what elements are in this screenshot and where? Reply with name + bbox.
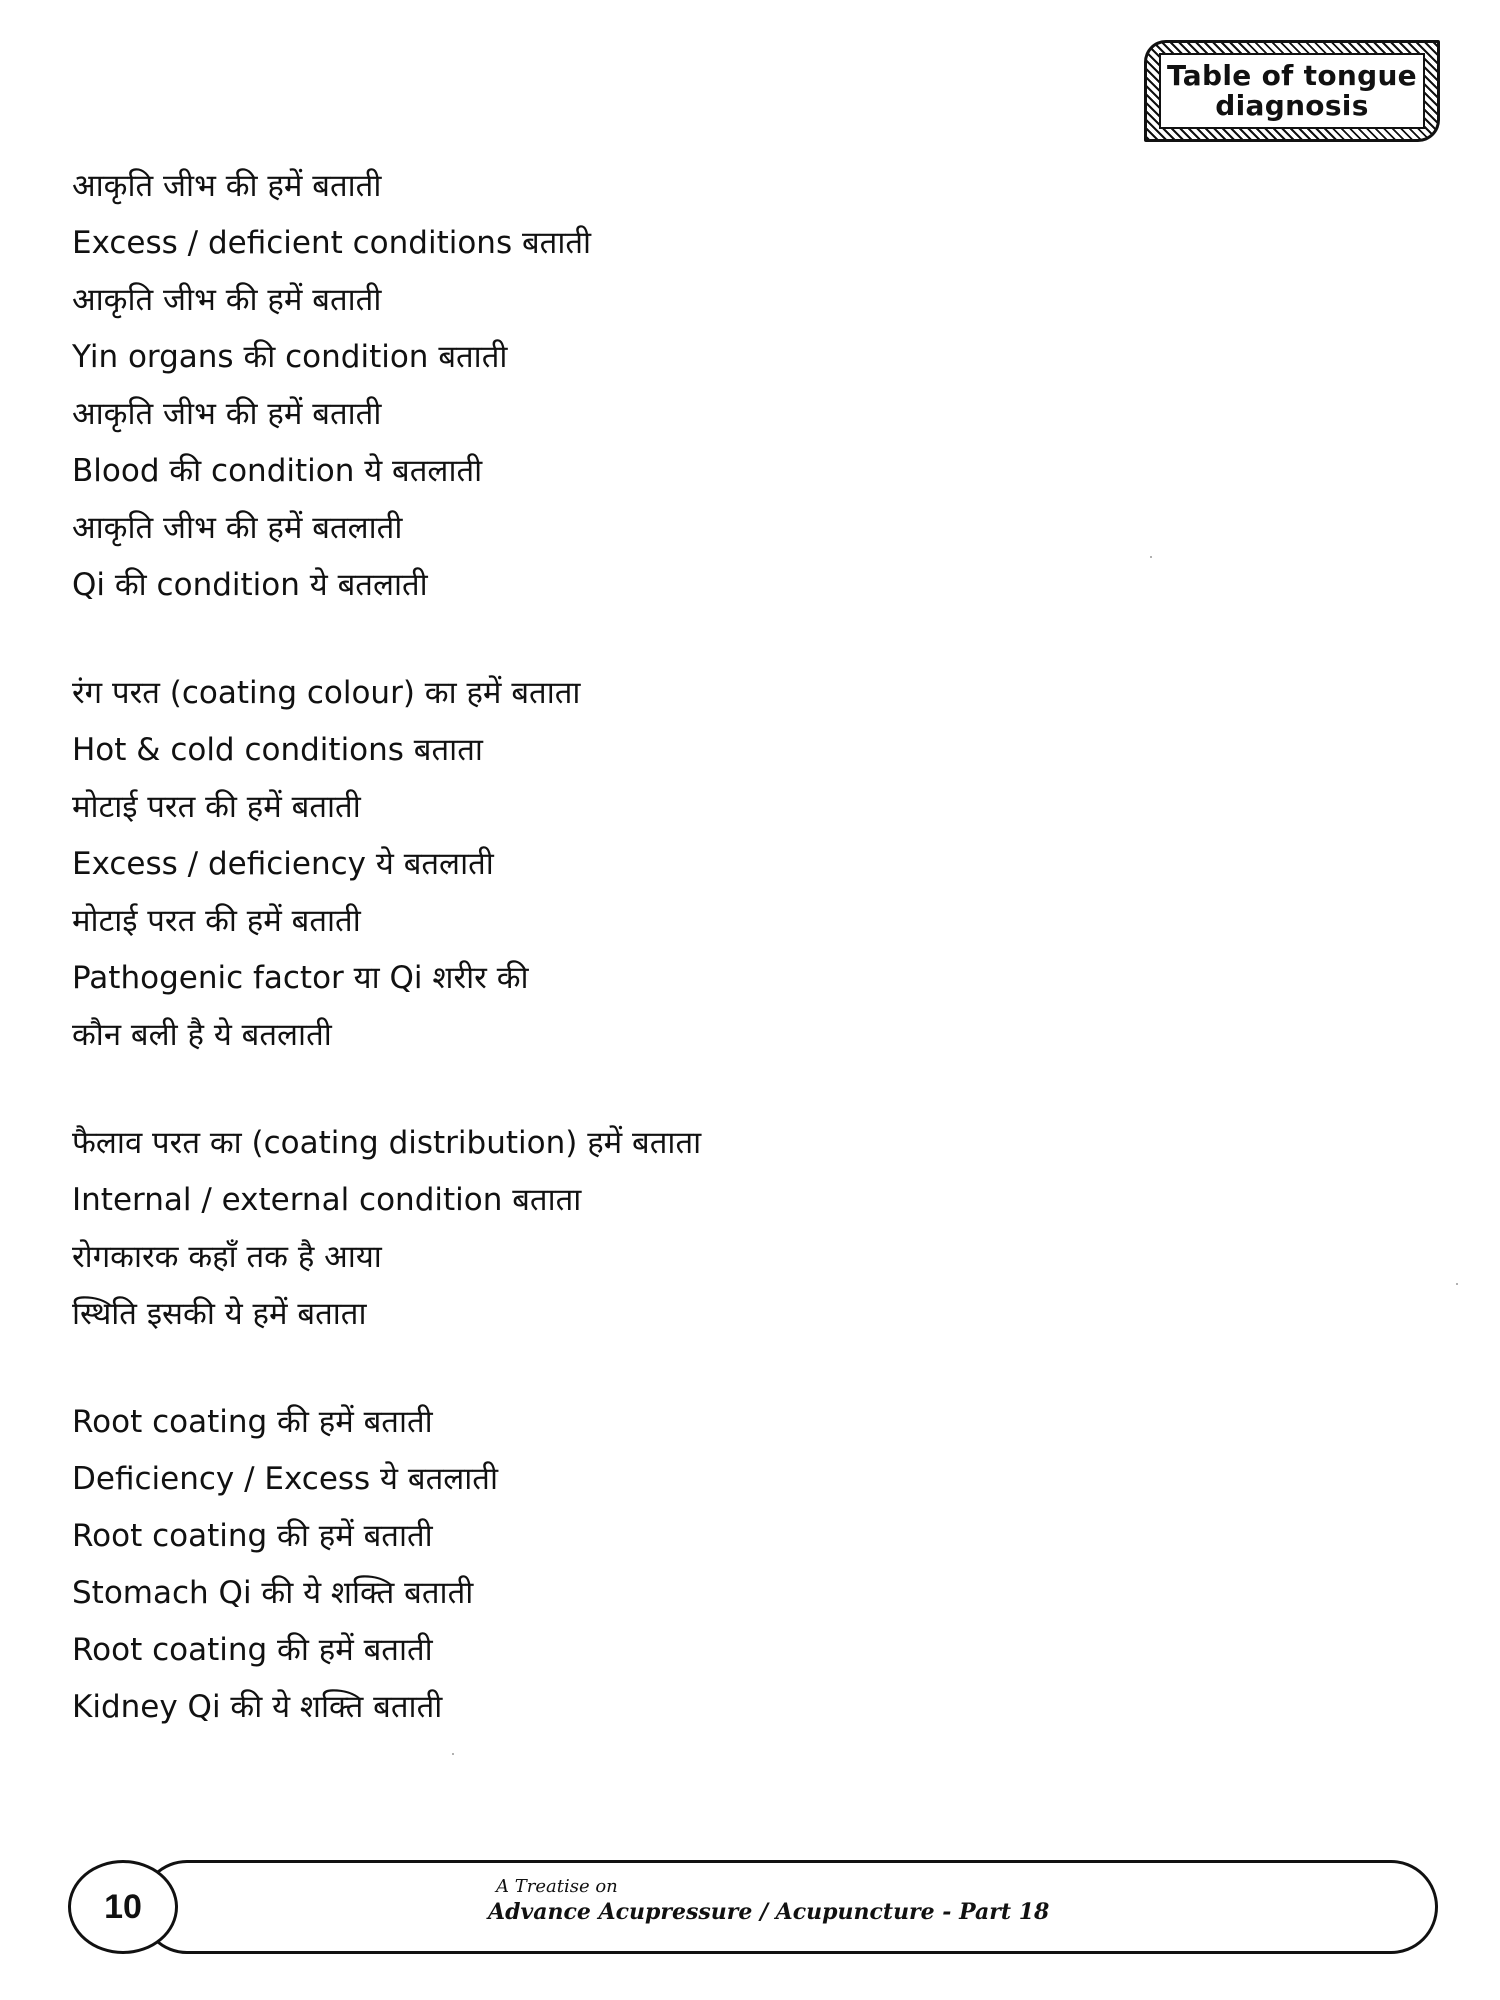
- poem-line: मोटाई परत की हमें बताती: [72, 903, 361, 939]
- poem-line: Excess / deficient conditions बताती: [72, 225, 592, 261]
- book-title: [488, 1876, 1049, 1926]
- stanza-tongue-shape: [72, 158, 1372, 614]
- scan-speck: [1456, 1283, 1458, 1285]
- book-title-prefix: A Treatise on: [496, 1876, 618, 1897]
- section-title-box: [1144, 40, 1440, 142]
- poem-line: आकृति जीभ की हमें बताती: [72, 168, 382, 204]
- poem-line: Hot & cold conditions बताता: [72, 732, 483, 768]
- poem-line: Pathogenic factor या Qi शरीर की: [72, 960, 529, 996]
- poem-line: मोटाई परत की हमें बताती: [72, 789, 361, 825]
- poem-line: Deficiency / Excess ये बतलाती: [72, 1461, 498, 1497]
- stanza-coating-colour: [72, 665, 1372, 1064]
- section-title-line-1: Table of tongue: [1167, 59, 1417, 92]
- poem-line: Kidney Qi की ये शक्ति बताती: [72, 1689, 443, 1725]
- poem-line: आकृति जीभ की हमें बताती: [72, 282, 382, 318]
- poem-line: रोगकारक कहाँ तक है आया: [72, 1239, 382, 1275]
- book-title-main: Advance Acupressure / Acupuncture - Part 18: [488, 1899, 1050, 1925]
- poem-line: Root coating की हमें बताती: [72, 1404, 433, 1440]
- poem-line: फैलाव परत का (coating distribution) हमें बताता: [72, 1125, 702, 1161]
- poem-line: Excess / deficiency ये बतलाती: [72, 846, 494, 882]
- poem-line: Internal / external condition बताता: [72, 1182, 582, 1218]
- scan-speck: [452, 1753, 454, 1755]
- stanza-coating-distribution: [72, 1115, 1372, 1343]
- poem-line: Blood की condition ये बतलाती: [72, 453, 483, 489]
- page-footer: [68, 1860, 1440, 1960]
- poem-line: Yin organs की condition बताती: [72, 339, 508, 375]
- poem-line: स्थिति इसकी ये हमें बताता: [72, 1296, 367, 1332]
- poem-line: कौन बली है ये बतलाती: [72, 1017, 332, 1053]
- poem-line: आकृति जीभ की हमें बताती: [72, 396, 382, 432]
- poem-line: आकृति जीभ की हमें बतलाती: [72, 510, 403, 546]
- poem-line: रंग परत (coating colour) का हमें बताता: [72, 675, 581, 711]
- page-number: 10: [68, 1860, 178, 1954]
- section-title-line-2: diagnosis: [1215, 89, 1369, 122]
- poem-line: Qi की condition ये बतलाती: [72, 567, 428, 603]
- poem-line: Root coating की हमें बताती: [72, 1518, 433, 1554]
- poem-line: Stomach Qi की ये शक्ति बताती: [72, 1575, 474, 1611]
- scan-speck: [1150, 556, 1152, 558]
- section-title: [1159, 53, 1425, 129]
- poem-line: Root coating की हमें बताती: [72, 1632, 433, 1668]
- poem-body: [72, 158, 1372, 1787]
- stanza-root-coating: [72, 1394, 1372, 1736]
